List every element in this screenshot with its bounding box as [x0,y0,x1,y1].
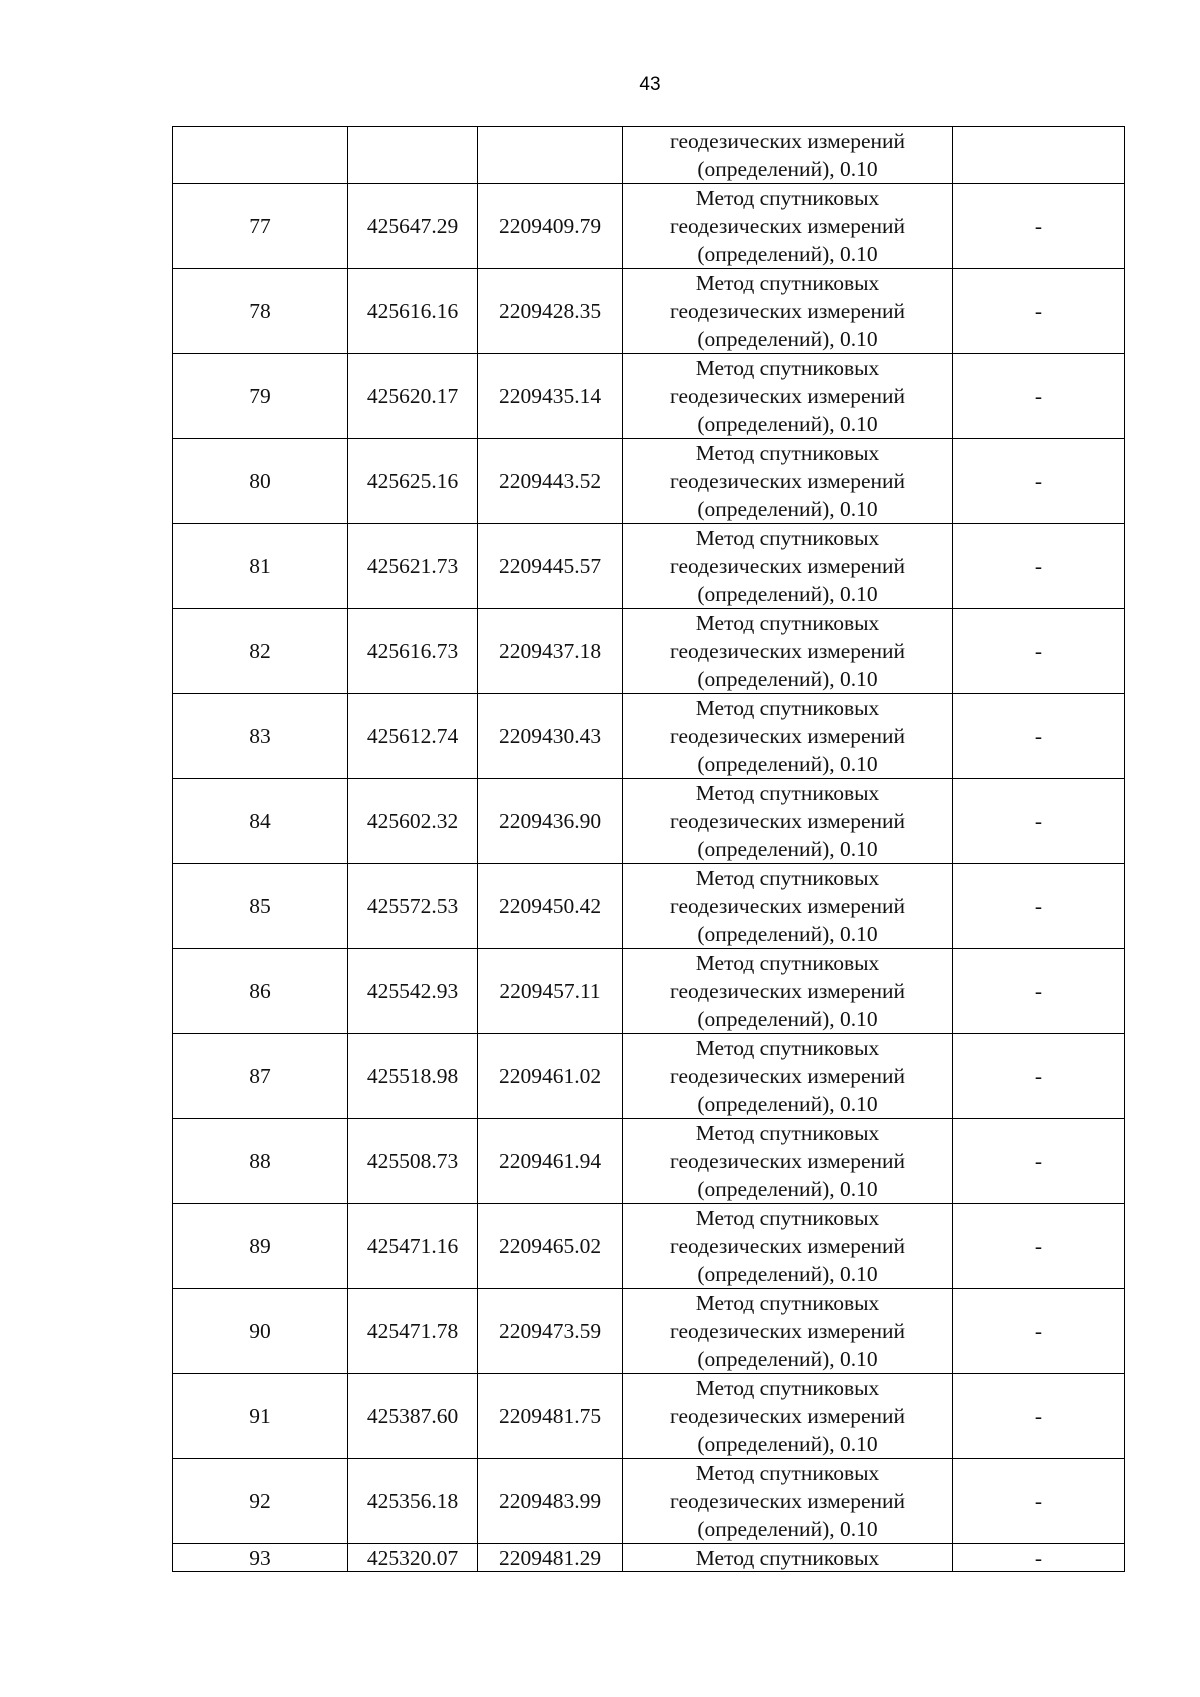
cell-y: 2209457.11 [478,949,623,1034]
cell-y: 2209481.75 [478,1374,623,1459]
cell-x: 425356.18 [348,1459,478,1544]
cell-number [173,127,348,184]
cell-method: Метод спутниковых геодезических измерений (определений), 0.10 [623,184,953,269]
cell-y: 2209409.79 [478,184,623,269]
cell-x: 425471.78 [348,1289,478,1374]
cell-note: - [953,1544,1125,1572]
cell-x: 425625.16 [348,439,478,524]
cell-number: 77 [173,184,348,269]
cell-number: 93 [173,1544,348,1572]
cell-y: 2209461.94 [478,1119,623,1204]
cell-x: 425508.73 [348,1119,478,1204]
cell-note: - [953,269,1125,354]
cell-method: Метод спутниковых геодезических измерений (определений), 0.10 [623,779,953,864]
cell-note: - [953,779,1125,864]
cell-number: 80 [173,439,348,524]
table-row [173,1119,1125,1204]
cell-note: - [953,184,1125,269]
cell-x: 425518.98 [348,1034,478,1119]
cell-x: 425621.73 [348,524,478,609]
cell-y [478,127,623,184]
table-row-continued [173,127,1125,184]
table-row [173,779,1125,864]
cell-number: 84 [173,779,348,864]
cell-number: 85 [173,864,348,949]
cell-number: 92 [173,1459,348,1544]
cell-method: Метод спутниковых геодезических измерений (определений), 0.10 [623,1034,953,1119]
cell-number: 90 [173,1289,348,1374]
cell-note: - [953,1034,1125,1119]
cell-y: 2209481.29 [478,1544,623,1572]
cell-method: геодезических измерений (определений), 0.10 [623,127,953,184]
table-row [173,949,1125,1034]
table-row [173,439,1125,524]
table-row [173,1374,1125,1459]
cell-note: - [953,524,1125,609]
cell-note: - [953,1374,1125,1459]
cell-x [348,127,478,184]
cell-y: 2209436.90 [478,779,623,864]
cell-x: 425616.73 [348,609,478,694]
cell-number: 79 [173,354,348,439]
cell-note: - [953,694,1125,779]
cell-y: 2209445.57 [478,524,623,609]
cell-y: 2209465.02 [478,1204,623,1289]
cell-note: - [953,949,1125,1034]
cell-y: 2209437.18 [478,609,623,694]
table-row [173,354,1125,439]
cell-number: 83 [173,694,348,779]
table-row [173,1034,1125,1119]
table-row [173,1459,1125,1544]
cell-note: - [953,354,1125,439]
cell-method: Метод спутниковых геодезических измерений (определений), 0.10 [623,694,953,779]
cell-note: - [953,864,1125,949]
table-row [173,1289,1125,1374]
cell-y: 2209483.99 [478,1459,623,1544]
table-row [173,609,1125,694]
cell-y: 2209443.52 [478,439,623,524]
table-row [173,864,1125,949]
cell-number: 88 [173,1119,348,1204]
cell-note: - [953,439,1125,524]
cell-method: Метод спутниковых [623,1544,953,1572]
table-row [173,524,1125,609]
cell-x: 425471.16 [348,1204,478,1289]
cell-note: - [953,1119,1125,1204]
cell-note: - [953,609,1125,694]
cell-x: 425320.07 [348,1544,478,1572]
cell-number: 78 [173,269,348,354]
cell-method: Метод спутниковых геодезических измерений (определений), 0.10 [623,1119,953,1204]
table-row [173,184,1125,269]
cell-method: Метод спутниковых геодезических измерений (определений), 0.10 [623,609,953,694]
cell-method: Метод спутниковых геодезических измерений (определений), 0.10 [623,269,953,354]
cell-x: 425612.74 [348,694,478,779]
cell-number: 82 [173,609,348,694]
coordinates-table [172,126,1125,1572]
cell-note: - [953,1289,1125,1374]
cell-method: Метод спутниковых геодезических измерений (определений), 0.10 [623,864,953,949]
cell-method: Метод спутниковых геодезических измерений (определений), 0.10 [623,1459,953,1544]
cell-method: Метод спутниковых геодезических измерений (определений), 0.10 [623,1204,953,1289]
cell-y: 2209461.02 [478,1034,623,1119]
cell-x: 425647.29 [348,184,478,269]
table-row [173,1204,1125,1289]
cell-x: 425602.32 [348,779,478,864]
cell-number: 87 [173,1034,348,1119]
cell-method: Метод спутниковых геодезических измерений (определений), 0.10 [623,1374,953,1459]
cell-method: Метод спутниковых геодезических измерений (определений), 0.10 [623,524,953,609]
cell-x: 425616.16 [348,269,478,354]
cell-x: 425542.93 [348,949,478,1034]
cell-note [953,127,1125,184]
cell-y: 2209430.43 [478,694,623,779]
table-row [173,694,1125,779]
cell-method: Метод спутниковых геодезических измерений (определений), 0.10 [623,439,953,524]
cell-number: 91 [173,1374,348,1459]
table-row [173,269,1125,354]
cell-method: Метод спутниковых геодезических измерений (определений), 0.10 [623,949,953,1034]
cell-y: 2209473.59 [478,1289,623,1374]
cell-note: - [953,1459,1125,1544]
cell-y: 2209428.35 [478,269,623,354]
cell-note: - [953,1204,1125,1289]
cell-y: 2209450.42 [478,864,623,949]
cell-number: 81 [173,524,348,609]
cell-x: 425387.60 [348,1374,478,1459]
cell-x: 425572.53 [348,864,478,949]
cell-x: 425620.17 [348,354,478,439]
table-row [173,1544,1125,1572]
cell-method: Метод спутниковых геодезических измерений (определений), 0.10 [623,354,953,439]
cell-method: Метод спутниковых геодезических измерений (определений), 0.10 [623,1289,953,1374]
page-number: 43 [639,74,661,95]
cell-y: 2209435.14 [478,354,623,439]
cell-number: 89 [173,1204,348,1289]
cell-number: 86 [173,949,348,1034]
